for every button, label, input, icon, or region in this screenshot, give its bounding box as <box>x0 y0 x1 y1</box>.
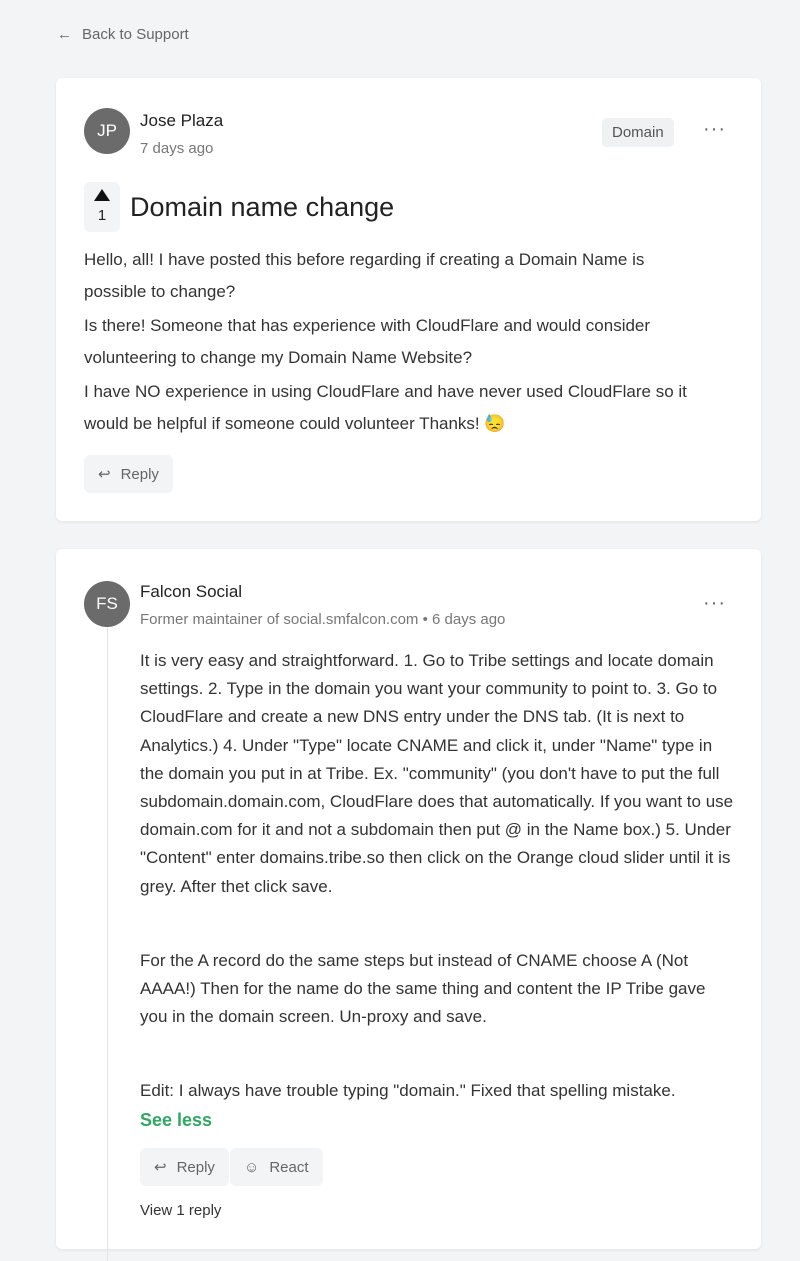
author-subtitle: Former maintainer of social.smfalcon.com • 6 days ago <box>140 611 506 628</box>
paragraph: I have NO experience in using CloudFlare and have never used CloudFlare so it would be helpful if someone could volunteer Thanks! 😓 <box>84 382 687 433</box>
thread-line <box>107 621 108 1261</box>
author-name[interactable]: Falcon Social <box>140 582 243 601</box>
tag-badge[interactable]: Domain <box>602 118 674 147</box>
reply-button[interactable] <box>84 455 173 493</box>
arrow-left-icon: ← <box>57 26 72 43</box>
see-less-link[interactable]: See less <box>140 1110 213 1130</box>
post-body <box>84 244 704 442</box>
reply-button[interactable] <box>140 1148 229 1186</box>
upvote-arrow-icon <box>94 189 110 201</box>
more-options-icon[interactable]: ··· <box>703 118 726 140</box>
avatar[interactable]: FS <box>84 581 130 627</box>
paragraph: Hello, all! I have posted this before regarding if creating a Domain Name is possible to change? <box>84 250 645 301</box>
react-label: React <box>269 1158 309 1176</box>
back-link-label: Back to Support <box>82 26 189 43</box>
paragraph: Edit: I always have trouble typing "domain." Fixed that spelling mistake. <box>140 1081 676 1101</box>
avatar[interactable]: JP <box>84 108 130 154</box>
react-button[interactable] <box>230 1148 323 1186</box>
paragraph: For the A record do the same steps but instead of CNAME choose A (Not AAAA!) Then for the name do the same thing and content the IP Tribe gave you in the domain screen. Un-proxy and save. <box>140 950 706 1027</box>
comment-card <box>56 549 761 1249</box>
back-to-support-link[interactable] <box>57 26 189 43</box>
paragraph: It is very easy and straightforward. 1. Go to Tribe settings and locate domain settings. 2. Type in the domain you want your community to point to. 3. Go to CloudFlare and create a new DNS entry under the DNS tab. (It is next to Analytics.) 4. Under "Type" locate CNAME and click it, under "Name" type in the domain you put in at Tribe. Ex. "community" (you don't have to put the full subdomain.domain.com, CloudFlare does that automatically. If you want to use domain.com for it and not a subdomain then put @ in the Name box.) 5. Under "Content" enter domains.tribe.so then click on the Orange cloud slider until it is grey. After thet click save. <box>140 651 734 896</box>
post-time: 7 days ago <box>140 140 214 157</box>
smiley-icon: ☺ <box>244 1158 260 1176</box>
vote-count: 1 <box>97 207 107 224</box>
reply-icon: ↩ <box>154 1159 167 1176</box>
view-replies-link[interactable]: View 1 reply <box>140 1202 222 1219</box>
reply-label: Reply <box>120 465 159 483</box>
post-title: Domain name change <box>130 192 395 222</box>
reply-icon: ↩ <box>98 466 111 483</box>
author-name[interactable]: Jose Plaza <box>140 111 224 130</box>
comment-body <box>140 647 735 1106</box>
upvote-button[interactable] <box>84 182 120 232</box>
reply-label: Reply <box>176 1158 215 1176</box>
post-card <box>56 78 761 521</box>
paragraph: Is there! Someone that has experience with CloudFlare and would consider volunteering to change my Domain Name Website? <box>84 316 651 367</box>
more-options-icon[interactable]: ··· <box>703 592 726 614</box>
